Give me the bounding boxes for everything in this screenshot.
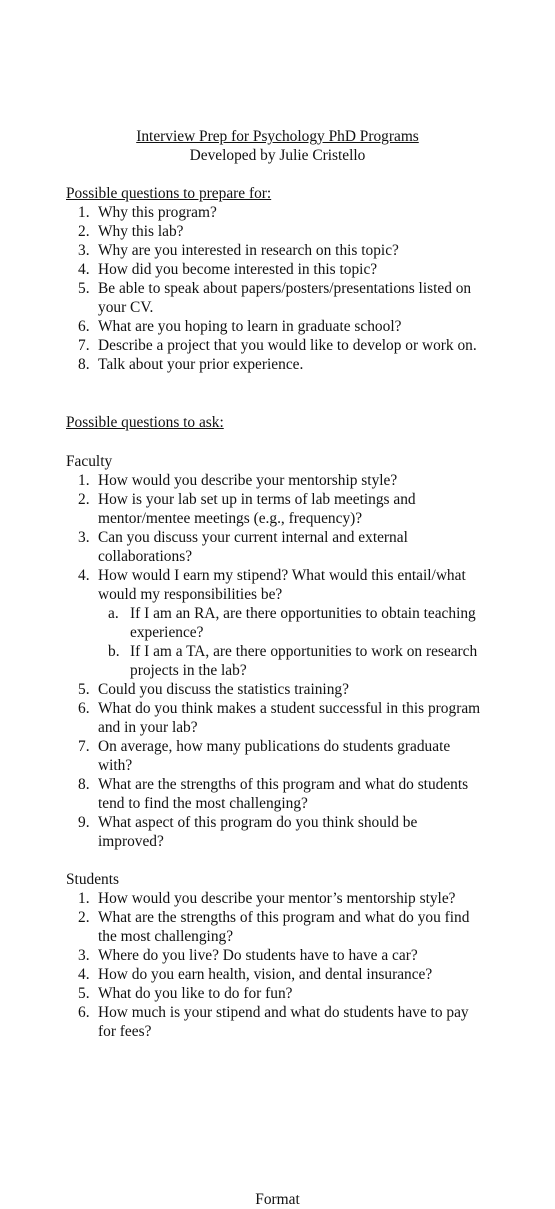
item-text: Why are you interested in research on this topic? [98,242,399,259]
list-item [66,965,486,984]
item-number: 4. [78,567,90,584]
item-text: What are the strengths of this program and what do you find the most challenging? [98,909,470,945]
list-item [66,984,486,1003]
item-text: Talk about your prior experience. [98,356,304,373]
list-item [66,699,486,737]
item-text: Where do you live? Do students have to have a car? [98,947,418,964]
item-number: 7. [78,337,90,354]
item-text: How much is your stipend and what do students have to pay for fees? [98,1004,469,1040]
ask-section [66,413,486,432]
item-number: 6. [78,318,90,335]
item-number: 3. [78,529,90,546]
item-letter: a. [108,605,119,622]
item-text: How is your lab set up in terms of lab meetings and mentor/mentee meetings (e.g., frequency)? [98,491,416,527]
item-number: 5. [78,985,90,1002]
list-item [66,471,486,490]
item-text: If I am an RA, are there opportunities to obtain teaching experience? [130,605,476,641]
prepare-heading: Possible questions to prepare for: [66,185,272,202]
list-item [66,203,486,222]
footer-cut-heading: Format [255,1191,300,1208]
item-text: What are the strengths of this program and what do students tend to find the most challenging? [98,776,469,812]
faculty-heading: Faculty [66,453,113,470]
item-number: 3. [78,947,90,964]
faculty-list [66,471,486,851]
item-number: 4. [78,966,90,983]
item-text: How do you earn health, vision, and dental insurance? [98,966,433,983]
faculty-section [66,452,486,851]
item-text: Be able to speak about papers/posters/presentations listed on your CV. [98,280,472,316]
list-item [66,737,486,775]
item-number: 1. [78,472,90,489]
item-number: 1. [78,204,90,221]
sublist-item [98,642,486,680]
prepare-section [66,184,486,374]
item-text: What do you think makes a student successful in this program and in your lab? [98,700,481,736]
list-item [66,241,486,260]
item-number: 2. [78,491,90,508]
item-text: What are you hoping to learn in graduate school? [98,318,402,335]
item-text: How would I earn my stipend? What would this entail/what would my responsibilities be? [98,567,466,603]
item-text: How would you describe your mentorship style? [98,472,398,489]
list-item [66,566,486,680]
students-section [66,870,486,1041]
item-number: 7. [78,738,90,755]
item-number: 3. [78,242,90,259]
item-number: 5. [78,280,90,297]
list-item [66,279,486,317]
list-item [66,355,486,374]
list-item [66,813,486,851]
title-block [0,127,555,165]
document-title: Interview Prep for Psychology PhD Programs [136,128,419,145]
list-item [66,680,486,699]
item-number: 8. [78,776,90,793]
item-text: Why this program? [98,204,217,221]
list-item [66,336,486,355]
item-text: How would you describe your mentor’s mentorship style? [98,890,456,907]
list-item [66,908,486,946]
item-text: Could you discuss the statistics training? [98,681,349,698]
list-item [66,946,486,965]
item-number: 9. [78,814,90,831]
list-item [66,222,486,241]
prepare-list [66,203,486,374]
ask-heading: Possible questions to ask: [66,414,224,431]
item-text: Why this lab? [98,223,184,240]
faculty-sublist [98,604,486,680]
item-number: 8. [78,356,90,373]
item-text: What aspect of this program do you think should be improved? [98,814,418,850]
list-item [66,889,486,908]
sublist-item [98,604,486,642]
students-heading: Students [66,871,120,888]
document-author: Developed by Julie Cristello [189,147,366,164]
item-text: If I am a TA, are there opportunities to work on research projects in the lab? [130,643,478,679]
item-number: 2. [78,909,90,926]
list-item [66,775,486,813]
list-item [66,317,486,336]
item-text: Can you discuss your current internal and external collaborations? [98,529,408,565]
list-item [66,528,486,566]
item-text: On average, how many publications do students graduate with? [98,738,451,774]
item-number: 1. [78,890,90,907]
item-text: What do you like to do for fun? [98,985,293,1002]
list-item [66,490,486,528]
list-item [66,260,486,279]
item-number: 2. [78,223,90,240]
item-text: How did you become interested in this topic? [98,261,378,278]
item-number: 4. [78,261,90,278]
list-item [66,1003,486,1041]
item-number: 5. [78,681,90,698]
students-list [66,889,486,1041]
item-letter: b. [108,643,120,660]
item-number: 6. [78,1004,90,1021]
item-text: Describe a project that you would like to develop or work on. [98,337,477,354]
item-number: 6. [78,700,90,717]
